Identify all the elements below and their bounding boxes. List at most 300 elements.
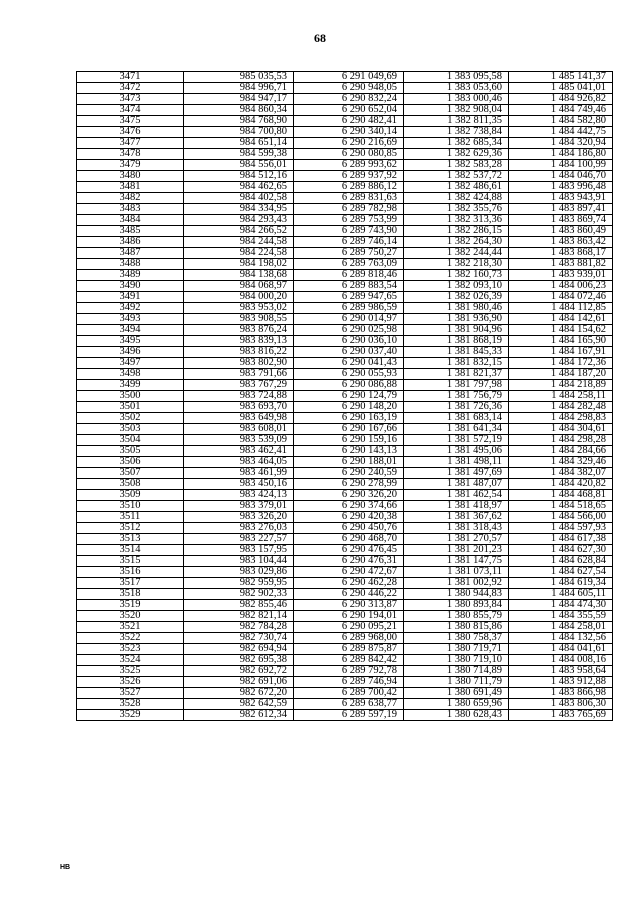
table-row: [77, 292, 613, 303]
table-row: [77, 303, 613, 314]
coordinate-cell: 1 382 218,30: [404, 259, 509, 270]
table-row: [77, 72, 613, 83]
coordinate-cell: 983 227,57: [184, 534, 294, 545]
coordinate-cell: 1 381 797,98: [404, 380, 509, 391]
table-row: [77, 314, 613, 325]
point-number-cell: 3505: [77, 446, 184, 457]
coordinate-cell: 1 484 046,70: [509, 171, 613, 182]
point-number-cell: 3521: [77, 622, 184, 633]
table-row: [77, 556, 613, 567]
coordinate-cell: 984 556,01: [184, 160, 294, 171]
table-row: [77, 699, 613, 710]
coordinate-cell: 1 484 142,61: [509, 314, 613, 325]
coordinate-cell: 984 996,71: [184, 83, 294, 94]
table-row: [77, 259, 613, 270]
coordinate-cell: 982 821,14: [184, 611, 294, 622]
coordinates-table-body: [77, 72, 613, 721]
coordinate-cell: 983 876,24: [184, 325, 294, 336]
table-row: [77, 215, 613, 226]
table-row: [77, 325, 613, 336]
table-row: [77, 677, 613, 688]
coordinate-cell: 1 380 628,43: [404, 710, 509, 721]
coordinate-cell: 1 484 355,59: [509, 611, 613, 622]
table-row: [77, 369, 613, 380]
coordinate-cell: 6 290 420,38: [294, 512, 404, 523]
table-row: [77, 633, 613, 644]
coordinate-cell: 1 484 518,65: [509, 501, 613, 512]
coordinate-cell: 1 484 298,28: [509, 435, 613, 446]
table-row: [77, 666, 613, 677]
coordinate-cell: 1 382 244,44: [404, 248, 509, 259]
coordinate-cell: 6 289 753,99: [294, 215, 404, 226]
coordinate-cell: 1 484 382,07: [509, 468, 613, 479]
table-row: [77, 83, 613, 94]
coordinate-cell: 1 483 897,41: [509, 204, 613, 215]
coordinate-cell: 1 382 026,39: [404, 292, 509, 303]
coordinate-cell: 984 462,65: [184, 182, 294, 193]
coordinate-cell: 983 276,03: [184, 523, 294, 534]
coordinate-cell: 1 381 073,11: [404, 567, 509, 578]
point-number-cell: 3497: [77, 358, 184, 369]
coordinate-cell: 1 484 304,61: [509, 424, 613, 435]
coordinate-cell: 6 289 638,77: [294, 699, 404, 710]
coordinate-cell: 1 381 821,37: [404, 369, 509, 380]
coordinate-cell: 983 802,90: [184, 358, 294, 369]
coordinate-cell: 1 380 893,84: [404, 600, 509, 611]
coordinate-cell: 1 380 719,10: [404, 655, 509, 666]
table-row: [77, 490, 613, 501]
coordinate-cell: 6 289 700,42: [294, 688, 404, 699]
coordinate-cell: 1 484 186,80: [509, 149, 613, 160]
table-row: [77, 193, 613, 204]
point-number-cell: 3503: [77, 424, 184, 435]
coordinate-cell: 1 381 367,62: [404, 512, 509, 523]
coordinate-cell: 1 381 832,15: [404, 358, 509, 369]
coordinate-cell: 1 382 093,10: [404, 281, 509, 292]
coordinate-cell: 6 289 875,87: [294, 644, 404, 655]
coordinate-cell: 1 483 765,69: [509, 710, 613, 721]
coordinate-cell: 6 289 746,14: [294, 237, 404, 248]
coordinate-cell: 6 289 947,65: [294, 292, 404, 303]
table-row: [77, 545, 613, 556]
coordinate-cell: 1 380 815,86: [404, 622, 509, 633]
coordinate-cell: 6 290 468,70: [294, 534, 404, 545]
coordinate-cell: 1 484 284,66: [509, 446, 613, 457]
page-number: 68: [314, 31, 326, 45]
point-number-cell: 3514: [77, 545, 184, 556]
coordinate-cell: 1 380 711,79: [404, 677, 509, 688]
coordinate-cell: 6 290 124,79: [294, 391, 404, 402]
coordinate-cell: 6 290 188,01: [294, 457, 404, 468]
coordinate-cell: 1 484 582,80: [509, 116, 613, 127]
coordinate-cell: 1 484 172,36: [509, 358, 613, 369]
coordinate-cell: 6 290 055,93: [294, 369, 404, 380]
coordinate-cell: 6 290 163,19: [294, 413, 404, 424]
coordinate-cell: 1 381 756,79: [404, 391, 509, 402]
coordinate-cell: 984 000,20: [184, 292, 294, 303]
coordinate-cell: 6 290 326,20: [294, 490, 404, 501]
coordinate-cell: 983 839,13: [184, 336, 294, 347]
table-row: [77, 468, 613, 479]
point-number-cell: 3526: [77, 677, 184, 688]
point-number-cell: 3524: [77, 655, 184, 666]
table-row: [77, 424, 613, 435]
point-number-cell: 3489: [77, 270, 184, 281]
table-row: [77, 567, 613, 578]
coordinate-cell: 982 959,95: [184, 578, 294, 589]
coordinate-cell: 1 381 641,34: [404, 424, 509, 435]
coordinate-cell: 1 381 147,75: [404, 556, 509, 567]
table-row: [77, 501, 613, 512]
table-row: [77, 446, 613, 457]
coordinate-cell: 6 290 143,13: [294, 446, 404, 457]
coordinate-cell: 1 484 218,89: [509, 380, 613, 391]
coordinate-cell: 6 290 240,59: [294, 468, 404, 479]
coordinate-cell: 983 029,86: [184, 567, 294, 578]
coordinate-cell: 6 289 883,54: [294, 281, 404, 292]
coordinate-cell: 6 290 374,66: [294, 501, 404, 512]
coordinate-cell: 983 379,01: [184, 501, 294, 512]
coordinate-cell: 1 382 537,72: [404, 171, 509, 182]
point-number-cell: 3513: [77, 534, 184, 545]
coordinate-cell: 1 484 329,46: [509, 457, 613, 468]
point-number-cell: 3496: [77, 347, 184, 358]
coordinate-cell: 1 381 572,19: [404, 435, 509, 446]
coordinate-cell: 6 289 782,98: [294, 204, 404, 215]
point-number-cell: 3482: [77, 193, 184, 204]
coordinate-cell: 1 484 468,81: [509, 490, 613, 501]
table-row: [77, 204, 613, 215]
coordinate-cell: 1 484 474,30: [509, 600, 613, 611]
coordinate-cell: 6 290 148,20: [294, 402, 404, 413]
coordinate-cell: 1 380 659,96: [404, 699, 509, 710]
footer-mark: НВ: [60, 864, 71, 871]
coordinate-cell: 984 224,58: [184, 248, 294, 259]
point-number-cell: 3487: [77, 248, 184, 259]
coordinate-cell: 1 484 617,38: [509, 534, 613, 545]
coordinate-cell: 984 860,34: [184, 105, 294, 116]
coordinate-cell: 1 483 881,82: [509, 259, 613, 270]
point-number-cell: 3473: [77, 94, 184, 105]
point-number-cell: 3515: [77, 556, 184, 567]
coordinate-cell: 983 791,66: [184, 369, 294, 380]
coordinate-cell: 6 290 832,24: [294, 94, 404, 105]
table-row: [77, 655, 613, 666]
coordinate-cell: 983 693,70: [184, 402, 294, 413]
coordinate-cell: 6 290 482,41: [294, 116, 404, 127]
coordinate-cell: 1 382 685,34: [404, 138, 509, 149]
point-number-cell: 3478: [77, 149, 184, 160]
point-number-cell: 3529: [77, 710, 184, 721]
coordinate-cell: 984 138,68: [184, 270, 294, 281]
table-row: [77, 347, 613, 358]
coordinate-cell: 1 383 095,58: [404, 72, 509, 83]
coordinate-cell: 1 483 806,30: [509, 699, 613, 710]
point-number-cell: 3477: [77, 138, 184, 149]
coordinate-cell: 1 484 320,94: [509, 138, 613, 149]
coordinate-cell: 6 289 750,27: [294, 248, 404, 259]
coordinate-cell: 1 484 282,48: [509, 402, 613, 413]
coordinate-cell: 982 642,59: [184, 699, 294, 710]
coordinate-cell: 982 855,46: [184, 600, 294, 611]
coordinate-cell: 6 289 818,46: [294, 270, 404, 281]
coordinate-cell: 6 290 652,04: [294, 105, 404, 116]
table-row: [77, 688, 613, 699]
table-row: [77, 248, 613, 259]
coordinate-cell: 1 381 487,07: [404, 479, 509, 490]
coordinate-cell: 982 691,06: [184, 677, 294, 688]
coordinate-cell: 984 068,97: [184, 281, 294, 292]
coordinate-cell: 1 381 845,33: [404, 347, 509, 358]
coordinate-cell: 1 484 298,83: [509, 413, 613, 424]
table-row: [77, 226, 613, 237]
point-number-cell: 3486: [77, 237, 184, 248]
coordinate-cell: 6 290 313,87: [294, 600, 404, 611]
coordinate-cell: 1 484 008,16: [509, 655, 613, 666]
coordinate-cell: 984 334,95: [184, 204, 294, 215]
coordinate-cell: 1 380 719,71: [404, 644, 509, 655]
coordinate-cell: 983 450,16: [184, 479, 294, 490]
coordinate-cell: 6 289 886,12: [294, 182, 404, 193]
coordinate-cell: 1 485 041,01: [509, 83, 613, 94]
point-number-cell: 3510: [77, 501, 184, 512]
point-number-cell: 3501: [77, 402, 184, 413]
coordinate-cell: 6 290 014,97: [294, 314, 404, 325]
table-row: [77, 358, 613, 369]
coordinate-cell: 983 157,95: [184, 545, 294, 556]
coordinate-cell: 1 484 258,11: [509, 391, 613, 402]
coordinate-cell: 6 289 968,00: [294, 633, 404, 644]
coordinate-cell: 1 483 860,49: [509, 226, 613, 237]
table-row: [77, 336, 613, 347]
table-row: [77, 171, 613, 182]
table-row: [77, 237, 613, 248]
point-number-cell: 3519: [77, 600, 184, 611]
coordinate-cell: 6 289 746,94: [294, 677, 404, 688]
point-number-cell: 3493: [77, 314, 184, 325]
point-number-cell: 3516: [77, 567, 184, 578]
coordinate-cell: 984 947,17: [184, 94, 294, 105]
coordinate-cell: 6 289 842,42: [294, 655, 404, 666]
coordinate-cell: 983 953,02: [184, 303, 294, 314]
coordinate-cell: 1 484 072,46: [509, 292, 613, 303]
coordinate-cell: 1 484 167,91: [509, 347, 613, 358]
coordinate-cell: 1 483 958,64: [509, 666, 613, 677]
table-row: [77, 94, 613, 105]
point-number-cell: 3517: [77, 578, 184, 589]
coordinate-cell: 1 381 904,96: [404, 325, 509, 336]
table-row: [77, 534, 613, 545]
point-number-cell: 3523: [77, 644, 184, 655]
coordinate-cell: 982 902,33: [184, 589, 294, 600]
coordinate-cell: 1 483 939,01: [509, 270, 613, 281]
coordinate-cell: 1 382 908,04: [404, 105, 509, 116]
coordinate-cell: 1 381 318,43: [404, 523, 509, 534]
coordinate-cell: 1 382 738,84: [404, 127, 509, 138]
point-number-cell: 3498: [77, 369, 184, 380]
coordinate-cell: 1 483 866,98: [509, 688, 613, 699]
coordinate-cell: 6 290 036,10: [294, 336, 404, 347]
coordinate-cell: 1 483 912,88: [509, 677, 613, 688]
coordinate-cell: 984 198,02: [184, 259, 294, 270]
coordinate-cell: 1 381 495,06: [404, 446, 509, 457]
point-number-cell: 3511: [77, 512, 184, 523]
coordinate-cell: 983 649,98: [184, 413, 294, 424]
coordinate-cell: 1 485 141,37: [509, 72, 613, 83]
coordinate-cell: 1 484 627,30: [509, 545, 613, 556]
coordinate-cell: 6 290 476,31: [294, 556, 404, 567]
point-number-cell: 3488: [77, 259, 184, 270]
point-number-cell: 3483: [77, 204, 184, 215]
coordinate-cell: 982 784,28: [184, 622, 294, 633]
coordinate-cell: 983 816,22: [184, 347, 294, 358]
coordinate-cell: 983 326,20: [184, 512, 294, 523]
coordinate-cell: 1 381 683,14: [404, 413, 509, 424]
table-row: [77, 413, 613, 424]
coordinate-cell: 983 608,01: [184, 424, 294, 435]
coordinate-cell: 1 484 749,46: [509, 105, 613, 116]
coordinate-cell: 1 380 758,37: [404, 633, 509, 644]
coordinate-cell: 1 382 355,76: [404, 204, 509, 215]
table-row: [77, 391, 613, 402]
table-row: [77, 457, 613, 468]
coordinate-cell: 6 289 743,90: [294, 226, 404, 237]
coordinate-cell: 1 382 629,36: [404, 149, 509, 160]
point-number-cell: 3527: [77, 688, 184, 699]
coordinate-cell: 6 290 216,69: [294, 138, 404, 149]
table-row: [77, 105, 613, 116]
coordinate-cell: 1 484 006,23: [509, 281, 613, 292]
coordinate-cell: 1 381 002,92: [404, 578, 509, 589]
point-number-cell: 3485: [77, 226, 184, 237]
table-row: [77, 182, 613, 193]
point-number-cell: 3522: [77, 633, 184, 644]
coordinate-cell: 1 380 855,79: [404, 611, 509, 622]
coordinate-cell: 6 290 080,85: [294, 149, 404, 160]
coordinate-cell: 985 035,53: [184, 72, 294, 83]
coordinate-cell: 984 768,90: [184, 116, 294, 127]
coordinate-cell: 6 290 025,98: [294, 325, 404, 336]
point-number-cell: 3499: [77, 380, 184, 391]
coordinate-cell: 984 266,52: [184, 226, 294, 237]
coordinate-cell: 1 483 869,74: [509, 215, 613, 226]
coordinate-cell: 6 289 937,92: [294, 171, 404, 182]
coordinate-cell: 983 464,05: [184, 457, 294, 468]
coordinate-cell: 1 484 100,99: [509, 160, 613, 171]
point-number-cell: 3476: [77, 127, 184, 138]
coordinate-cell: 1 382 313,36: [404, 215, 509, 226]
point-number-cell: 3525: [77, 666, 184, 677]
coordinate-cell: 1 381 726,36: [404, 402, 509, 413]
point-number-cell: 3471: [77, 72, 184, 83]
table-row: [77, 380, 613, 391]
coordinate-cell: 6 290 340,14: [294, 127, 404, 138]
coordinate-cell: 982 730,74: [184, 633, 294, 644]
coordinate-cell: 1 381 462,54: [404, 490, 509, 501]
coordinate-cell: 1 382 264,30: [404, 237, 509, 248]
coordinate-cell: 984 599,38: [184, 149, 294, 160]
table-row: [77, 402, 613, 413]
point-number-cell: 3474: [77, 105, 184, 116]
coordinate-cell: 1 484 132,56: [509, 633, 613, 644]
coordinate-cell: 6 289 792,78: [294, 666, 404, 677]
point-number-cell: 3500: [77, 391, 184, 402]
coordinate-cell: 1 381 270,57: [404, 534, 509, 545]
point-number-cell: 3506: [77, 457, 184, 468]
point-number-cell: 3507: [77, 468, 184, 479]
coordinate-cell: 6 290 159,16: [294, 435, 404, 446]
coordinate-cell: 6 289 986,59: [294, 303, 404, 314]
point-number-cell: 3504: [77, 435, 184, 446]
point-number-cell: 3520: [77, 611, 184, 622]
coordinate-cell: 1 484 154,62: [509, 325, 613, 336]
table-row: [77, 270, 613, 281]
table-row: [77, 116, 613, 127]
point-number-cell: 3472: [77, 83, 184, 94]
point-number-cell: 3479: [77, 160, 184, 171]
coordinate-cell: 1 484 165,90: [509, 336, 613, 347]
table-row: [77, 160, 613, 171]
table-row: [77, 622, 613, 633]
coordinate-cell: 1 381 980,46: [404, 303, 509, 314]
point-number-cell: 3518: [77, 589, 184, 600]
coordinate-cell: 982 672,20: [184, 688, 294, 699]
coordinate-cell: 1 382 486,61: [404, 182, 509, 193]
coordinate-cell: 1 483 868,17: [509, 248, 613, 259]
coordinate-cell: 1 382 811,35: [404, 116, 509, 127]
coordinate-cell: 6 290 450,76: [294, 523, 404, 534]
point-number-cell: 3492: [77, 303, 184, 314]
coordinate-cell: 6 291 049,69: [294, 72, 404, 83]
coordinate-cell: 983 767,29: [184, 380, 294, 391]
coordinate-cell: 6 290 194,01: [294, 611, 404, 622]
point-number-cell: 3490: [77, 281, 184, 292]
point-number-cell: 3508: [77, 479, 184, 490]
coordinate-cell: 1 484 041,61: [509, 644, 613, 655]
coordinate-cell: 983 462,41: [184, 446, 294, 457]
table-row: [77, 435, 613, 446]
coordinate-cell: 1 381 418,97: [404, 501, 509, 512]
coordinate-cell: 1 484 619,34: [509, 578, 613, 589]
coordinate-cell: 984 512,16: [184, 171, 294, 182]
table-row: [77, 512, 613, 523]
point-number-cell: 3509: [77, 490, 184, 501]
coordinate-cell: 1 484 442,75: [509, 127, 613, 138]
coordinate-cell: 6 290 095,21: [294, 622, 404, 633]
coordinate-cell: 1 484 420,82: [509, 479, 613, 490]
coordinate-cell: 984 700,80: [184, 127, 294, 138]
coordinate-cell: 6 289 763,09: [294, 259, 404, 270]
coordinate-cell: 6 290 476,45: [294, 545, 404, 556]
table-row: [77, 578, 613, 589]
coordinate-cell: 982 694,94: [184, 644, 294, 655]
table-row: [77, 479, 613, 490]
coordinate-cell: 1 381 868,19: [404, 336, 509, 347]
point-number-cell: 3475: [77, 116, 184, 127]
point-number-cell: 3528: [77, 699, 184, 710]
coordinate-cell: 1 381 201,23: [404, 545, 509, 556]
table-row: [77, 149, 613, 160]
coordinate-cell: 1 483 996,48: [509, 182, 613, 193]
coordinate-cell: 984 293,43: [184, 215, 294, 226]
table-row: [77, 127, 613, 138]
coordinate-cell: 1 381 498,11: [404, 457, 509, 468]
coordinate-cell: 1 484 566,00: [509, 512, 613, 523]
point-number-cell: 3480: [77, 171, 184, 182]
point-number-cell: 3484: [77, 215, 184, 226]
coordinate-cell: 6 289 597,19: [294, 710, 404, 721]
coordinate-cell: 1 484 597,93: [509, 523, 613, 534]
